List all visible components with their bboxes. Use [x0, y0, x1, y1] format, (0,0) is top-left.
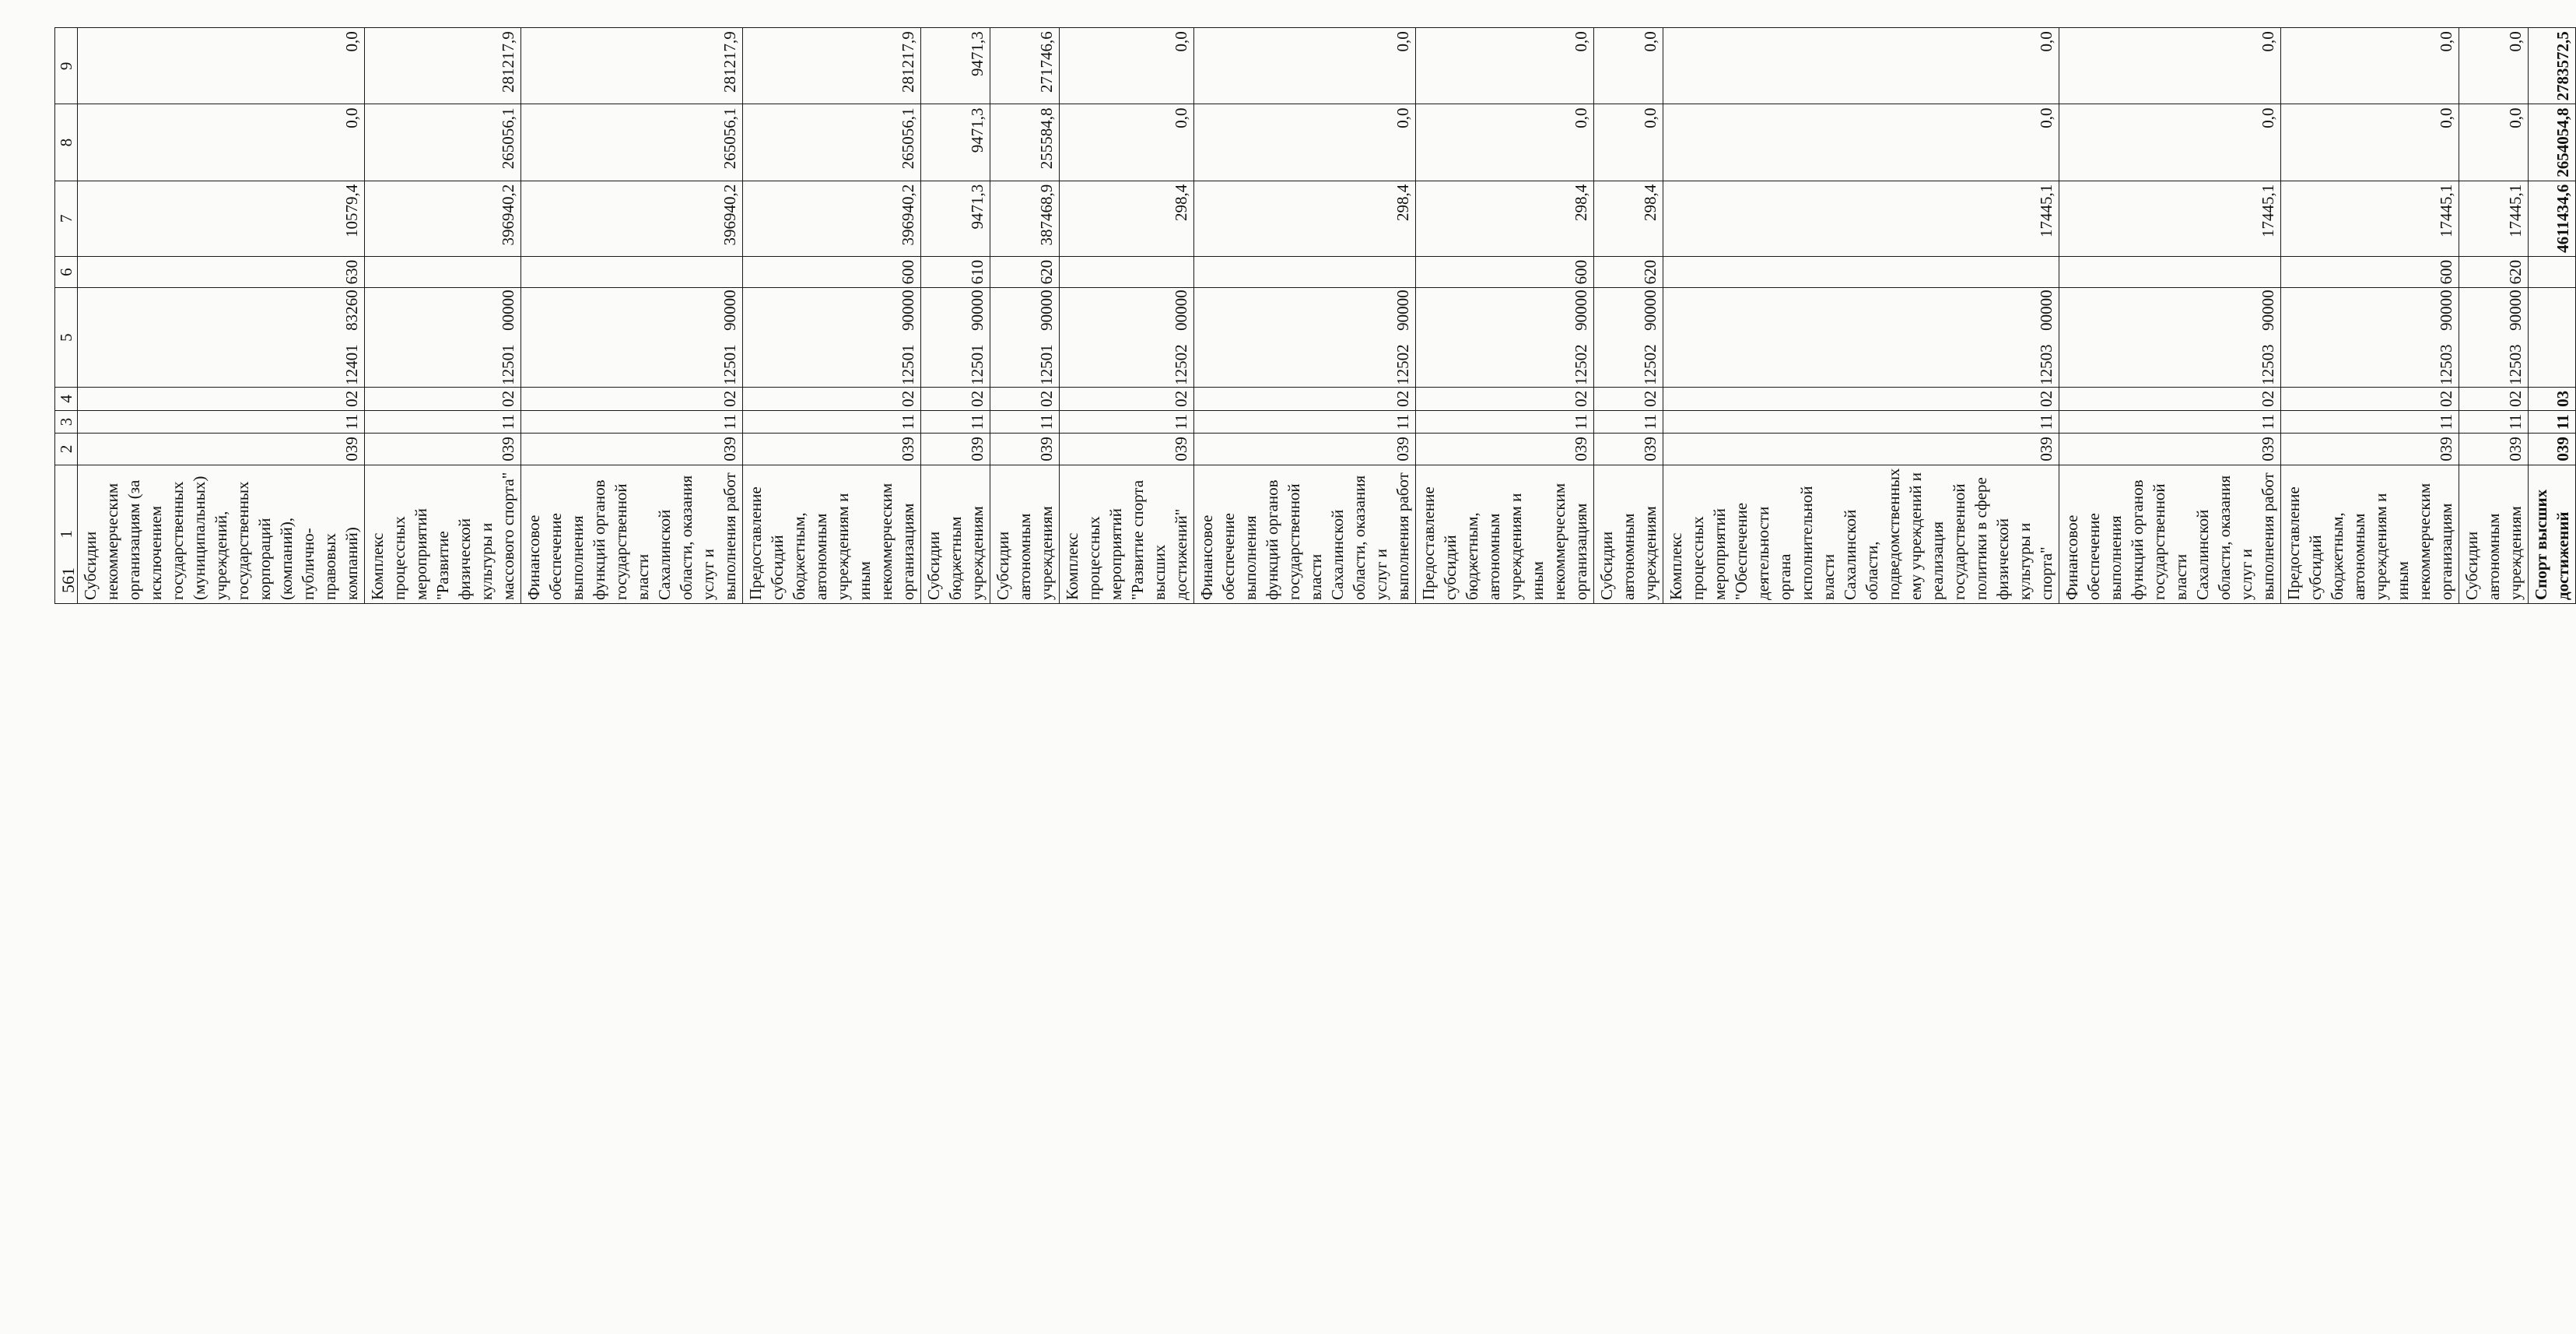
- cell-target-article: [2459, 288, 2529, 388]
- cell-expense-type: 620: [1594, 256, 1663, 288]
- cell-section: 11: [921, 410, 990, 433]
- cell-amount-col9: 0,0: [1594, 28, 1663, 104]
- cell-amount-col7: 396940,2: [521, 181, 743, 256]
- cell-expense-type: 600: [2281, 256, 2459, 288]
- cell-description: Комплекс процессных мероприятий "Обеспечение деятельности органа исполнительной власти Сахалинской области, подведомственных ему учреждений и реализация государственной политики в сфере физической культуры и спорта": [1663, 465, 2059, 603]
- cell-description: Субсидии некоммерческим организациям (за исключением государственных (муниципальных) учреждений, государственных корпораций (компаний), публично-правовых компаний): [78, 465, 365, 603]
- cell-subsection: 02: [521, 387, 743, 410]
- cell-target-article: [365, 288, 521, 388]
- cell-expense-type: [1060, 256, 1194, 288]
- cell-subsection: 02: [2059, 387, 2281, 410]
- cell-subsection: 02: [365, 387, 521, 410]
- table-row: [2459, 28, 2529, 604]
- cell-ministry-code: 039: [78, 434, 365, 465]
- cell-amount-col7: 17445,1: [2059, 181, 2281, 256]
- cell-amount-col8: 255584,8: [990, 104, 1060, 181]
- cell-subsection: 02: [921, 387, 990, 410]
- cell-ministry-code: 039: [743, 434, 921, 465]
- column-header: 8: [55, 104, 78, 181]
- target-article-direction: 90000: [1641, 290, 1660, 331]
- target-article-direction: 00000: [499, 290, 517, 331]
- target-article-program: 12501: [1037, 344, 1056, 385]
- cell-ministry-code: 039: [1194, 434, 1416, 465]
- column-header: 9: [55, 28, 78, 104]
- cell-section: 11: [990, 410, 1060, 433]
- target-article-direction: 00000: [1172, 290, 1190, 331]
- target-article-program: 12502: [1172, 344, 1190, 385]
- cell-amount-col9: 0,0: [1416, 28, 1594, 104]
- cell-amount-col7: 17445,1: [2281, 181, 2459, 256]
- cell-amount-col8: 0,0: [1663, 104, 2059, 181]
- column-header: 6: [55, 256, 78, 288]
- cell-amount-col8: 0,0: [1194, 104, 1416, 181]
- cell-amount-col7: 4611434,6: [2529, 181, 2576, 256]
- cell-expense-type: [521, 256, 743, 288]
- target-article-direction: 90000: [1393, 290, 1412, 331]
- column-header: 5: [55, 288, 78, 388]
- cell-subsection: 02: [1060, 387, 1194, 410]
- cell-amount-col8: 265056,1: [743, 104, 921, 181]
- cell-expense-type: [1663, 256, 2059, 288]
- target-article-direction: 90000: [2437, 290, 2455, 331]
- table-row: [1594, 28, 1663, 604]
- cell-ministry-code: 039: [1060, 434, 1194, 465]
- target-article-direction: 00000: [2037, 290, 2056, 331]
- cell-subsection: 02: [1594, 387, 1663, 410]
- cell-amount-col8: 0,0: [1060, 104, 1194, 181]
- cell-ministry-code: 039: [521, 434, 743, 465]
- cell-subsection: 02: [743, 387, 921, 410]
- target-article-direction: 90000: [968, 290, 987, 331]
- column-header: 7: [55, 181, 78, 256]
- cell-amount-col8: 265056,1: [521, 104, 743, 181]
- cell-ministry-code: 039: [2529, 434, 2576, 465]
- cell-amount-col9: 0,0: [1663, 28, 2059, 104]
- cell-description: Субсидии автономным учреждениям: [990, 465, 1060, 603]
- cell-expense-type: [365, 256, 521, 288]
- cell-subsection: 02: [2281, 387, 2459, 410]
- target-article-program: 12501: [899, 344, 917, 385]
- cell-amount-col9: 281217,9: [521, 28, 743, 104]
- cell-ministry-code: 039: [2459, 434, 2529, 465]
- table-row: [2059, 28, 2281, 604]
- cell-ministry-code: 039: [921, 434, 990, 465]
- cell-amount-col9: 2783572,5: [2529, 28, 2576, 104]
- cell-expense-type: 620: [990, 256, 1060, 288]
- target-article-direction: 90000: [720, 290, 739, 331]
- cell-amount-col7: 17445,1: [2459, 181, 2529, 256]
- cell-ministry-code: 039: [1594, 434, 1663, 465]
- cell-amount-col7: 298,4: [1594, 181, 1663, 256]
- cell-amount-col7: 387468,9: [990, 181, 1060, 256]
- cell-ministry-code: 039: [365, 434, 521, 465]
- table-row: [1060, 28, 1194, 604]
- cell-subsection: 02: [1194, 387, 1416, 410]
- column-header: 1: [55, 465, 78, 603]
- target-article-program: 12401: [342, 344, 361, 385]
- table-row: [2281, 28, 2459, 604]
- table-row: [921, 28, 990, 604]
- page-number: 561: [58, 567, 78, 593]
- cell-amount-col9: 0,0: [2059, 28, 2281, 104]
- cell-section: 11: [365, 410, 521, 433]
- cell-description: Субсидии бюджетным учреждениям: [921, 465, 990, 603]
- cell-subsection: 02: [990, 387, 1060, 410]
- cell-section: 11: [1060, 410, 1194, 433]
- table-row: [1194, 28, 1416, 604]
- cell-description: Предоставление субсидий бюджетным, автономным учреждениям и иным некоммерческим организациям: [2281, 465, 2459, 603]
- table-row: [521, 28, 743, 604]
- cell-description: Спорт высших достижений: [2529, 465, 2576, 603]
- cell-amount-col9: 0,0: [1060, 28, 1194, 104]
- cell-ministry-code: 039: [2281, 434, 2459, 465]
- cell-description: Финансовое обеспечение выполнения функций органов государственной власти Сахалинской области, оказания услуг и выполнения работ: [521, 465, 743, 603]
- cell-description: Предоставление субсидий бюджетным, автономным учреждениям и иным некоммерческим организациям: [743, 465, 921, 603]
- cell-subsection: 03: [2529, 387, 2576, 410]
- cell-amount-col8: 0,0: [2459, 104, 2529, 181]
- cell-target-article: [990, 288, 1060, 388]
- cell-section: 11: [1194, 410, 1416, 433]
- cell-amount-col9: 0,0: [78, 28, 365, 104]
- table-row: [743, 28, 921, 604]
- cell-subsection: 02: [78, 387, 365, 410]
- cell-amount-col7: 10579,4: [78, 181, 365, 256]
- cell-expense-type: [2059, 256, 2281, 288]
- cell-target-article: [1416, 288, 1594, 388]
- cell-target-article: [2059, 288, 2281, 388]
- target-article-program: 12501: [720, 344, 739, 385]
- cell-target-article: [521, 288, 743, 388]
- cell-amount-col8: 9471,3: [921, 104, 990, 181]
- cell-description: Субсидии автономным учреждениям: [1594, 465, 1663, 603]
- cell-amount-col7: 298,4: [1060, 181, 1194, 256]
- cell-amount-col9: 0,0: [1194, 28, 1416, 104]
- cell-description: Комплекс процессных мероприятий "Развитие спорта высших достижений": [1060, 465, 1194, 603]
- cell-ministry-code: 039: [990, 434, 1060, 465]
- target-article-direction: 90000: [899, 290, 917, 331]
- cell-amount-col9: 9471,3: [921, 28, 990, 104]
- table-body: [78, 28, 2576, 604]
- cell-ministry-code: 039: [1663, 434, 2059, 465]
- cell-target-article: [1060, 288, 1194, 388]
- cell-target-article: [1663, 288, 2059, 388]
- cell-expense-type: 600: [743, 256, 921, 288]
- cell-description: Комплекс процессных мероприятий "Развитие физической культуры и массового спорта": [365, 465, 521, 603]
- cell-subsection: 02: [2459, 387, 2529, 410]
- target-article-program: 12501: [968, 344, 987, 385]
- cell-amount-col8: 0,0: [2281, 104, 2459, 181]
- table-row: [1416, 28, 1594, 604]
- cell-section: 11: [1416, 410, 1594, 433]
- cell-ministry-code: 039: [1416, 434, 1594, 465]
- target-article-program: 12503: [2437, 344, 2455, 385]
- cell-amount-col7: 396940,2: [365, 181, 521, 256]
- cell-amount-col8: 0,0: [2059, 104, 2281, 181]
- cell-amount-col7: 17445,1: [1663, 181, 2059, 256]
- column-header: 3: [55, 410, 78, 433]
- table-row: [2529, 28, 2576, 604]
- cell-description: Финансовое обеспечение выполнения функций органов государственной власти Сахалинской области, оказания услуг и выполнения работ: [1194, 465, 1416, 603]
- budget-table: [54, 27, 2576, 604]
- target-article-direction: 90000: [2259, 290, 2277, 331]
- cell-expense-type: 600: [1416, 256, 1594, 288]
- column-header: 2: [55, 434, 78, 465]
- cell-section: 11: [1663, 410, 2059, 433]
- target-article-direction: 83260: [342, 290, 361, 331]
- header-row: [55, 28, 78, 604]
- cell-amount-col7: 298,4: [1194, 181, 1416, 256]
- cell-amount-col8: 0,0: [1594, 104, 1663, 181]
- cell-amount-col8: 265056,1: [365, 104, 521, 181]
- cell-description: Субсидии автономным учреждениям: [2459, 465, 2529, 603]
- cell-amount-col9: 281217,9: [365, 28, 521, 104]
- target-article-program: 12503: [2259, 344, 2277, 385]
- cell-target-article: [1594, 288, 1663, 388]
- cell-amount-col7: 298,4: [1416, 181, 1594, 256]
- cell-amount-col8: 2654054,8: [2529, 104, 2576, 181]
- target-article-program: 12503: [2506, 344, 2525, 385]
- cell-subsection: 02: [1663, 387, 2059, 410]
- target-article-program: 12502: [1641, 344, 1660, 385]
- cell-expense-type: 630: [78, 256, 365, 288]
- column-header: 4: [55, 387, 78, 410]
- cell-section: 11: [2529, 410, 2576, 433]
- cell-amount-col9: 0,0: [2459, 28, 2529, 104]
- cell-amount-col9: 281217,9: [743, 28, 921, 104]
- cell-amount-col7: 396940,2: [743, 181, 921, 256]
- table-row: [1663, 28, 2059, 604]
- cell-section: 11: [2459, 410, 2529, 433]
- cell-section: 11: [521, 410, 743, 433]
- cell-description: Финансовое обеспечение выполнения функций органов государственной власти Сахалинской области, оказания услуг и выполнения работ: [2059, 465, 2281, 603]
- target-article-program: 12502: [1572, 344, 1590, 385]
- target-article-direction: 90000: [1572, 290, 1590, 331]
- cell-amount-col8: 0,0: [1416, 104, 1594, 181]
- target-article-direction: 90000: [2506, 290, 2525, 331]
- cell-amount-col9: 0,0: [2281, 28, 2459, 104]
- cell-amount-col8: 0,0: [78, 104, 365, 181]
- cell-expense-type: [1194, 256, 1416, 288]
- cell-target-article: [921, 288, 990, 388]
- cell-ministry-code: 039: [2059, 434, 2281, 465]
- cell-section: 11: [743, 410, 921, 433]
- cell-target-article: [743, 288, 921, 388]
- cell-amount-col7: 9471,3: [921, 181, 990, 256]
- cell-expense-type: 610: [921, 256, 990, 288]
- target-article-program: 12502: [1393, 344, 1412, 385]
- table-row: [78, 28, 365, 604]
- cell-expense-type: [2529, 256, 2576, 288]
- cell-description: Предоставление субсидий бюджетным, автономным учреждениям и иным некоммерческим организациям: [1416, 465, 1594, 603]
- table-row: [365, 28, 521, 604]
- target-article-direction: 90000: [1037, 290, 1056, 331]
- cell-target-article: [2281, 288, 2459, 388]
- cell-section: 11: [2059, 410, 2281, 433]
- cell-section: 11: [1594, 410, 1663, 433]
- target-article-program: 12501: [499, 344, 517, 385]
- cell-expense-type: 620: [2459, 256, 2529, 288]
- cell-target-article: [78, 288, 365, 388]
- cell-section: 11: [78, 410, 365, 433]
- target-article-program: 12503: [2037, 344, 2056, 385]
- cell-amount-col9: 271746,6: [990, 28, 1060, 104]
- cell-section: 11: [2281, 410, 2459, 433]
- cell-target-article: [2529, 288, 2576, 388]
- table-row: [990, 28, 1060, 604]
- cell-target-article: [1194, 288, 1416, 388]
- cell-subsection: 02: [1416, 387, 1594, 410]
